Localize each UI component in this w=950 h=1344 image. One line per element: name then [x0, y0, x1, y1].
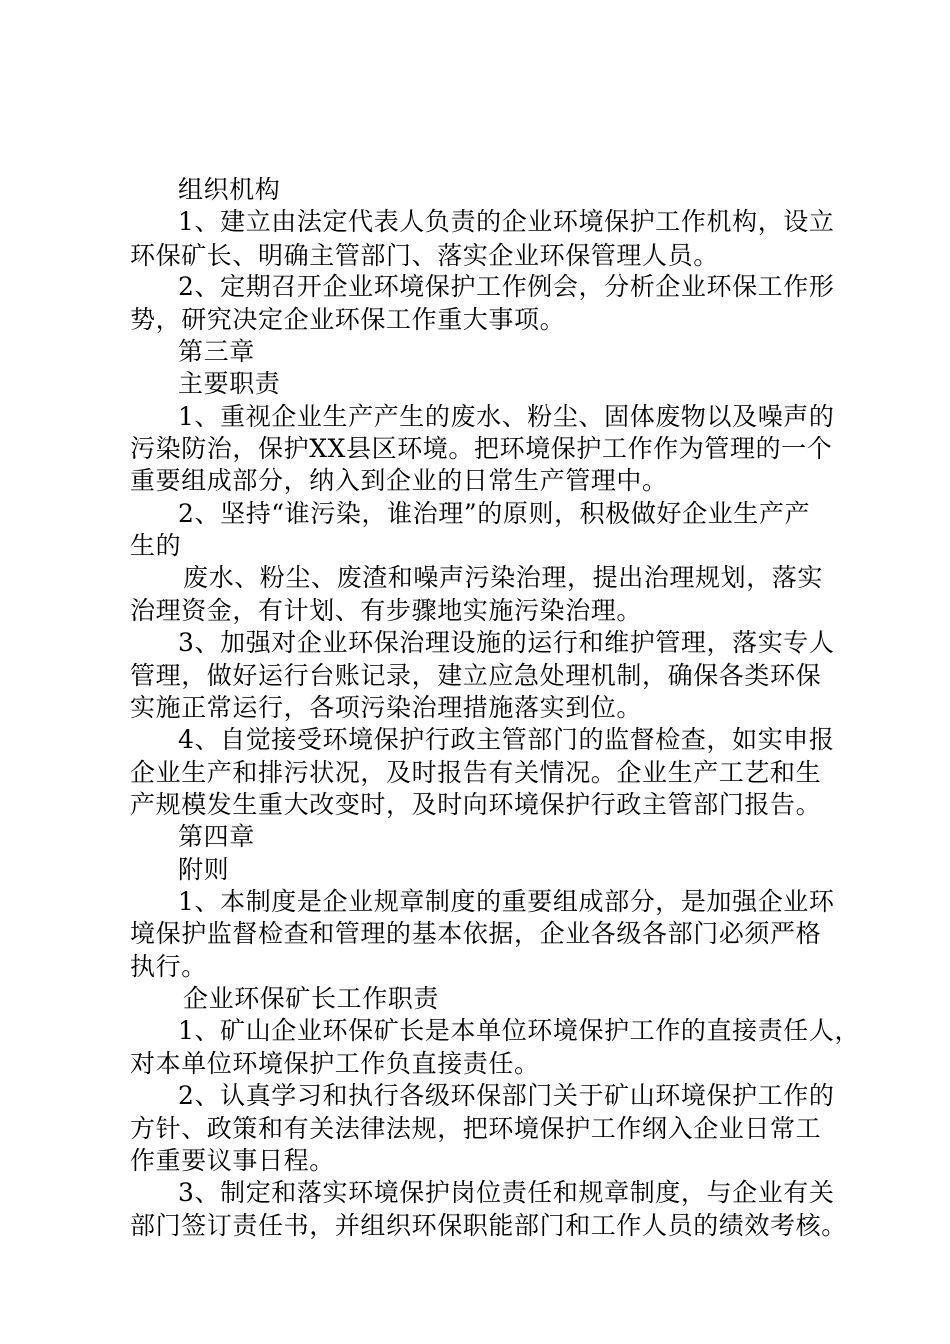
- paragraph-line: 治理资金，有计划、有步骤地实施污染治理。: [130, 596, 643, 625]
- section-heading-duties: 主要职责: [178, 369, 281, 398]
- paragraph-line: 对本单位环境保护工作负直接责任。: [130, 1049, 540, 1078]
- paragraph-line: 3、制定和落实环境保护岗位责任和规章制度，与企业有关: [178, 1178, 835, 1207]
- paragraph-line: 企业生产和排污状况，及时报告有关情况。企业生产工艺和生: [130, 758, 822, 787]
- paragraph-line: 1、矿山企业环保矿长是本单位环境保护工作的直接责任人，: [178, 1016, 861, 1045]
- paragraph-line: 部门签订责任书，并组织环保职能部门和工作人员的绩效考核。: [130, 1211, 847, 1240]
- section-heading-appendix: 附则: [178, 855, 230, 884]
- paragraph-line: 2、坚持“谁污染，谁治理”的原则，积极做好企业生产产: [178, 499, 811, 528]
- paragraph-line: 势，研究决定企业环保工作重大事项。: [130, 305, 566, 334]
- paragraph-line: 废水、粉尘、废渣和噪声污染治理，提出治理规划，落实: [183, 563, 824, 592]
- paragraph-line: 生的: [130, 531, 182, 560]
- paragraph-line: 环保矿长、明确主管部门、落实企业环保管理人员。: [130, 241, 719, 270]
- paragraph-line: 3、加强对企业环保治理设施的运行和维护管理，落实专人: [178, 628, 835, 657]
- paragraph-line: 4、自觉接受环境保护行政主管部门的监督检查，如实申报: [178, 725, 835, 754]
- paragraph-line: 境保护监督检查和管理的基本依据，企业各级各部门必须严格: [130, 919, 822, 948]
- paragraph-line: 污染防治，保护XX县区环境。把环境保护工作作为管理的一个: [130, 434, 833, 463]
- paragraph-line: 执行。: [130, 952, 207, 981]
- chapter-heading-3: 第三章: [178, 337, 255, 366]
- paragraph-line: 作重要议事日程。: [130, 1146, 335, 1175]
- paragraph-line: 2、定期召开企业环境保护工作例会，分析企业环保工作形: [178, 272, 835, 301]
- chapter-heading-4: 第四章: [178, 822, 255, 851]
- paragraph-line: 重要组成部分，纳入到企业的日常生产管理中。: [130, 466, 668, 495]
- paragraph-line: 1、本制度是企业规章制度的重要组成部分，是加强企业环: [178, 887, 835, 916]
- paragraph-line: 方针、政策和有关法律法规，把环境保护工作纲入企业日常工: [130, 1114, 822, 1143]
- paragraph-line: 实施正常运行，各项污染治理措施落实到位。: [130, 693, 643, 722]
- paragraph-line: 2、认真学习和执行各级环保部门关于矿山环境保护工作的: [178, 1081, 835, 1110]
- section-heading-mine-manager-duties: 企业环保矿长工作职责: [183, 984, 440, 1013]
- paragraph-line: 1、重视企业生产产生的废水、粉尘、固体废物以及噪声的: [178, 402, 835, 431]
- paragraph-line: 1、建立由法定代表人负责的企业环境保护工作机构，设立: [178, 207, 835, 236]
- section-heading-organization: 组织机构: [178, 175, 281, 204]
- paragraph-line: 管理，做好运行台账记录，建立应急处理机制，确保各类环保: [130, 661, 822, 690]
- paragraph-line: 产规模发生重大改变时，及时向环境保护行政主管部门报告。: [130, 790, 822, 819]
